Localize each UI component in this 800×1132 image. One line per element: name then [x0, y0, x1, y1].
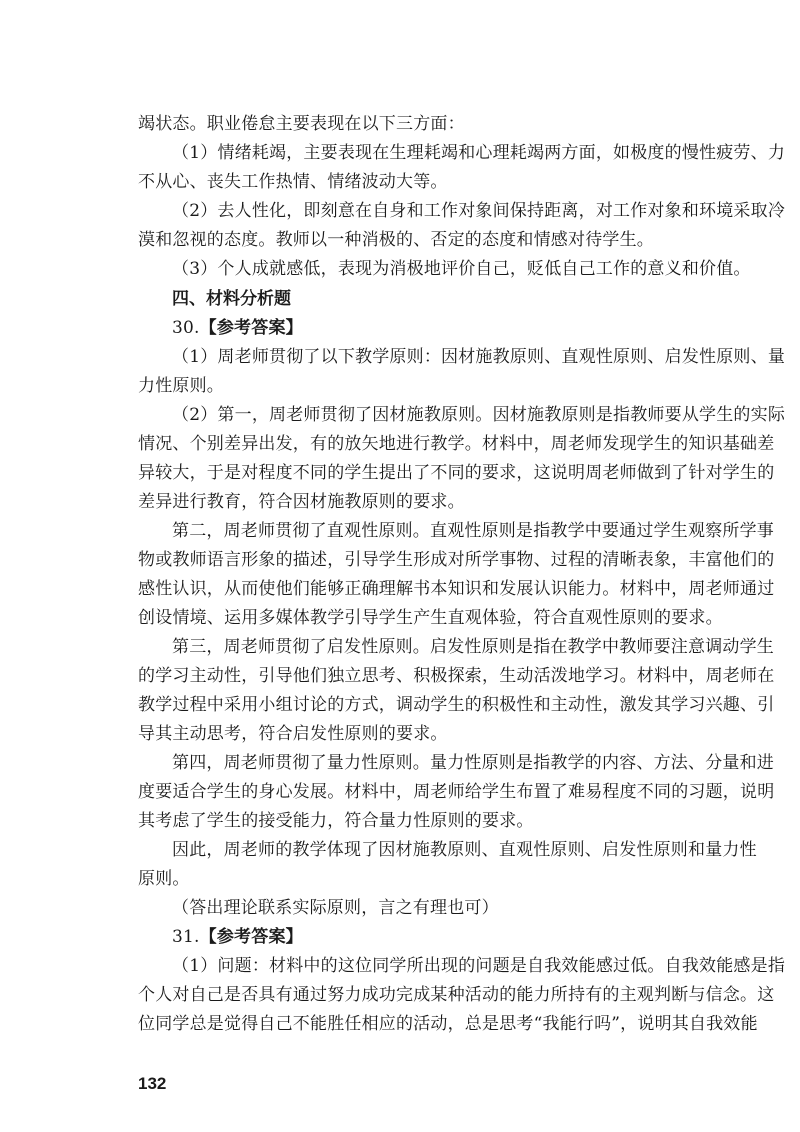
text-line: 位同学总是觉得自己不能胜任相应的活动，总是思考“我能行吗”，说明其自我效能 — [138, 1014, 758, 1034]
text-line: 第四，周老师贯彻了量力性原则。量力性原则是指教学的内容、方法、分量和进 — [172, 753, 774, 773]
answer-label-31 — [138, 923, 710, 952]
text-line: 因此，周老师的教学体现了因材施教原则、直观性原则、启发性原则和量力性 — [172, 840, 757, 860]
text-line: 差异进行教育，符合因材施教原则的要求。 — [138, 492, 465, 512]
page-number: 132 — [138, 1074, 167, 1093]
text-line: 物或教师语言形象的描述，引导学生形成对所学事物、过程的清晰表象，丰富他们的 — [138, 550, 775, 570]
answer-label-30 — [138, 314, 710, 343]
text-line: 感性认识，从而使他们能够正确理解书本知识和发展认识能力。材料中，周老师通过 — [138, 579, 775, 599]
text-line: 第三，周老师贯彻了启发性原则。启发性原则是指在教学中教师要注意调动学生 — [172, 637, 774, 657]
question-number: 30. — [172, 318, 200, 338]
text-line: 不从心、丧失工作热情、情绪波动大等。 — [138, 172, 448, 192]
text-line: 力性原则。 — [138, 376, 224, 396]
question-number: 31. — [172, 927, 200, 947]
section-heading: 四、材料分析题 — [172, 289, 291, 309]
text-line: 原则。 — [138, 869, 190, 889]
page-body — [138, 110, 786, 1039]
text-line: （2）去人性化，即刻意在自身和工作对象间保持距离，对工作对象和环境采取冷 — [172, 201, 786, 221]
text-line: 异较大，于是对程度不同的学生提出了不同的要求，这说明周老师做到了针对学生的 — [138, 463, 775, 483]
text-line: （2）第一，周老师贯彻了因材施教原则。因材施教原则是指教师要从学生的实际 — [172, 405, 786, 425]
text-line: 竭状态。职业倦怠主要表现在以下三方面： — [138, 114, 465, 134]
text-line: （1）问题：材料中的这位同学所出现的问题是自我效能感过低。自我效能感是指 — [172, 956, 786, 976]
answer-tag: 【参考答案】 — [199, 927, 303, 947]
text-line: （3）个人成就感低，表现为消极地评价自己，贬低自己工作的意义和价值。 — [172, 259, 751, 279]
text-line: 情况、个别差异出发，有的放矢地进行教学。材料中，周老师发现学生的知识基础差 — [138, 434, 775, 454]
text-line: 第二，周老师贯彻了直观性原则。直观性原则是指教学中要通过学生观察所学事 — [172, 521, 774, 541]
text-line: 创设情境、运用多媒体教学引导学生产生直观体验，符合直观性原则的要求。 — [138, 608, 723, 628]
text-line: 漠和忽视的态度。教师以一种消极的、否定的态度和情感对待学生。 — [138, 230, 654, 250]
text-line: （1）周老师贯彻了以下教学原则：因材施教原则、直观性原则、启发性原则、量 — [172, 347, 786, 367]
text-line: 教学过程中采用小组讨论的方式，调动学生的积极性和主动性，激发其学习兴趣、引 — [138, 695, 775, 715]
text-line: 个人对自己是否具有通过努力成功完成某种活动的能力所持有的主观判断与信念。这 — [138, 985, 775, 1005]
text-line: 度要适合学生的身心发展。材料中，周老师给学生布置了难易程度不同的习题，说明 — [138, 782, 775, 802]
text-line: 导其主动思考，符合启发性原则的要求。 — [138, 724, 448, 744]
answer-tag: 【参考答案】 — [199, 318, 303, 338]
text-line: 的学习主动性，引导他们独立思考、积极探索，生动活泼地学习。材料中，周老师在 — [138, 666, 775, 686]
text-line: 其考虑了学生的接受能力，符合量力性原则的要求。 — [138, 811, 534, 831]
text-line: （1）情绪耗竭，主要表现在生理耗竭和心理耗竭两方面，如极度的慢性疲劳、力 — [172, 143, 786, 163]
text-line: （答出理论联系实际原则，言之有理也可） — [172, 898, 499, 918]
